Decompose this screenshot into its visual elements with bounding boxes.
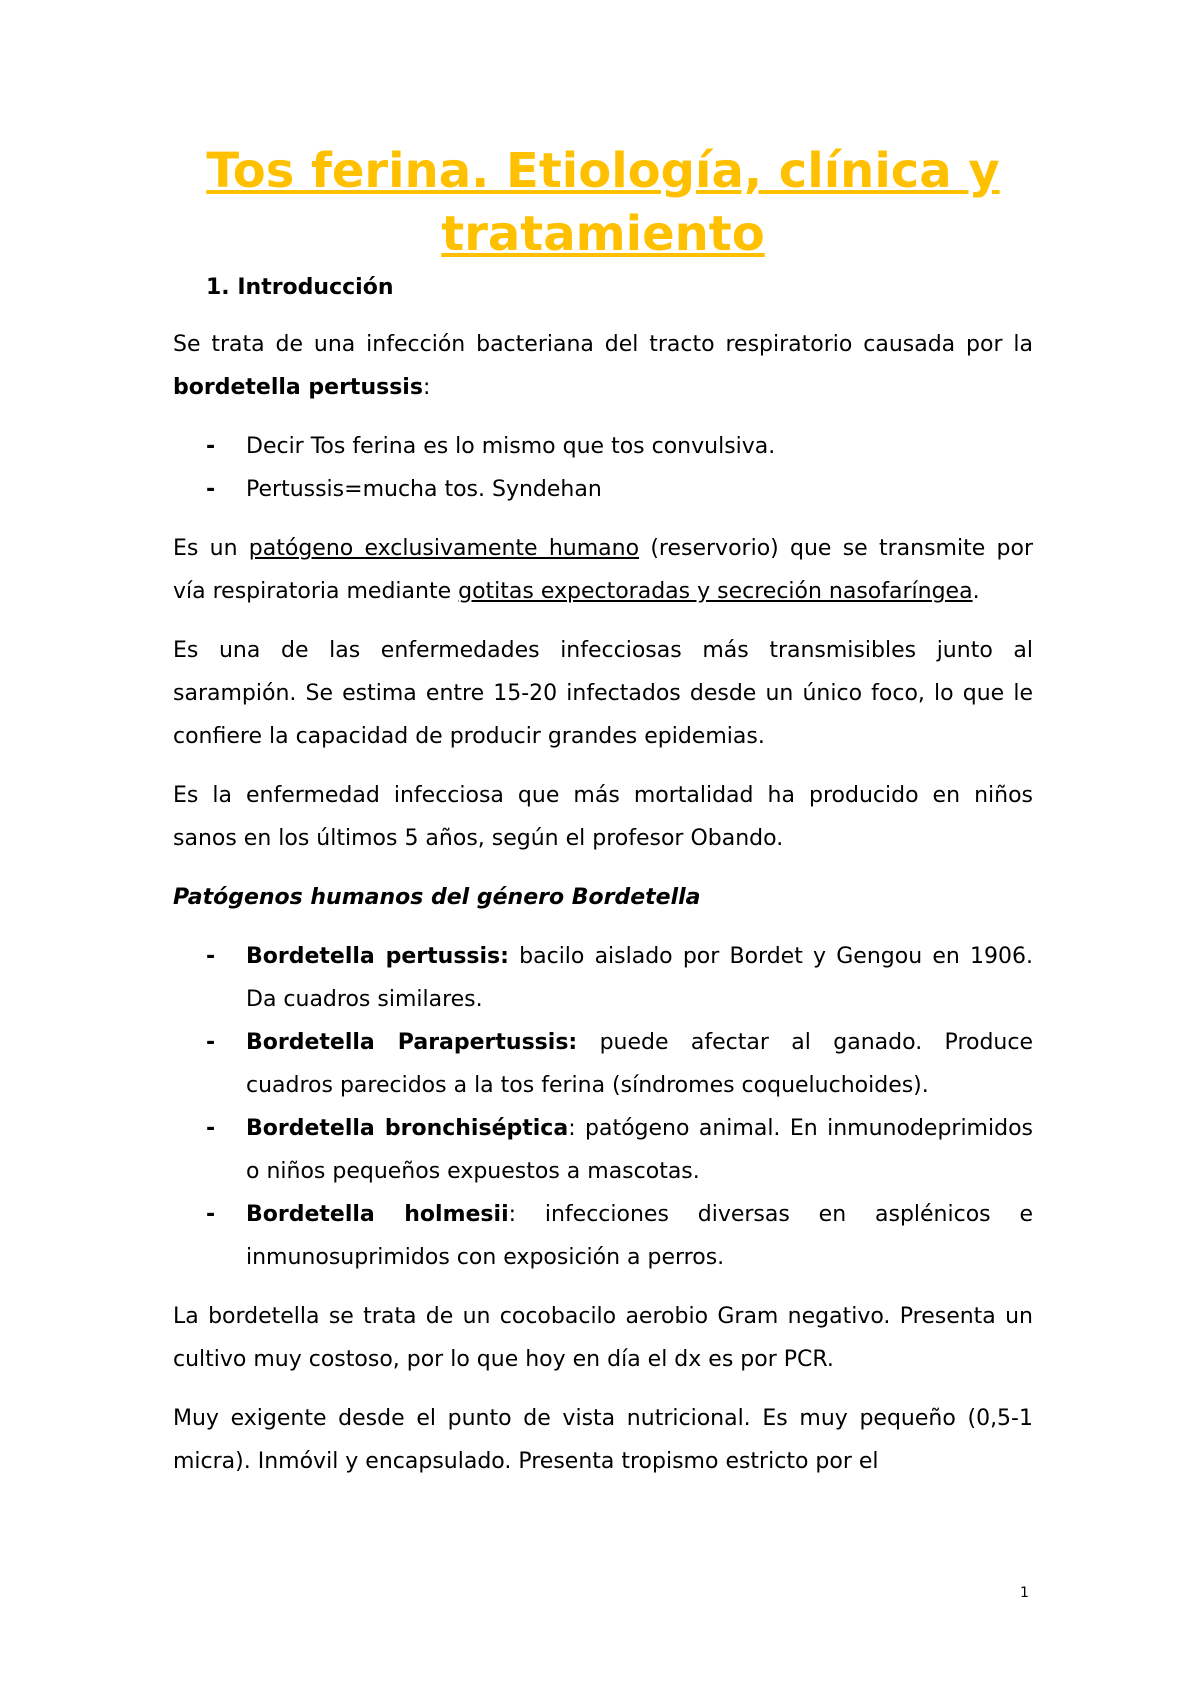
transmissibility-paragraph: Es una de las enfermedades infecciosas más transmisibles junto al sarampión. Se estima entre 15-20 infectados desde un único foco, lo que le confiere la capacidad de producir grandes epidemias. [173,638,1033,749]
paragraph-text: Es un [173,536,249,561]
document-title: Tos ferina. Etiología, clínica y tratamiento [206,143,1000,262]
list-item [173,1021,1033,1107]
paragraph-text: (reservorio) que se transmite por vía respiratoria mediante [173,536,1033,604]
species-description: bacilo aislado por Bordet y Gengou en 1906. Da cuadros similares. [246,944,1033,1012]
page-content [173,140,1033,1499]
intro-punctuation: : [422,375,431,400]
species-name: Bordetella holmesii [246,1202,509,1227]
transmission-paragraph [173,527,1033,613]
underlined-term: gotitas expectoradas y secreción nasofaríngea [458,579,973,604]
species-description: : patógeno animal. En inmunodeprimidos o niños pequeños expuestos a mascotas. [246,1116,1033,1184]
species-description: puede afectar al ganado. Produce cuadros parecidos a la tos ferina (síndromes coqueluchoides). [246,1030,1034,1098]
intro-text: Se trata de una infección bacteriana del tracto respiratorio causada por la [173,332,1033,357]
section-heading [173,266,1033,310]
section-number: 1. [206,275,230,300]
pathogens-subheading: Patógenos humanos del género Bordetella [173,885,701,910]
species-name: Bordetella Parapertussis: [246,1030,578,1055]
section-title: Introducción [237,275,394,300]
intro-bold-term: bordetella pertussis [173,375,423,400]
list-item [173,935,1033,1021]
paragraph-text: . [972,579,980,604]
intro-list [173,425,1033,511]
list-item [173,1193,1033,1279]
species-name: Bordetella bronchiséptica [246,1116,569,1141]
mortality-paragraph: Es la enfermedad infecciosa que más mortalidad ha producido en niños sanos en los últimos 5 años, según el profesor Obando. [173,783,1033,851]
species-name: Bordetella pertussis: [246,944,509,969]
list-item: - Pertussis=mucha tos. Syndehan [173,468,1033,511]
list-item: - Decir Tos ferina es lo mismo que tos convulsiva. [173,425,1033,468]
species-list [173,935,1033,1279]
list-item [173,1107,1033,1193]
underlined-term: patógeno exclusivamente humano [248,536,640,561]
intro-paragraph [173,323,1033,409]
nutrition-paragraph: Muy exigente desde el punto de vista nutricional. Es muy pequeño (0,5-1 micra). Inmóvil y encapsulado. Presenta tropismo estricto por el [173,1406,1033,1474]
species-description: : infecciones diversas en asplénicos e inmunosuprimidos con exposición a perros. [246,1202,1033,1270]
page-number: 1 [1020,1585,1029,1601]
microbiology-paragraph: La bordetella se trata de un cocobacilo aerobio Gram negativo. Presenta un cultivo muy costoso, por lo que hoy en día el dx es por PCR. [173,1304,1033,1372]
